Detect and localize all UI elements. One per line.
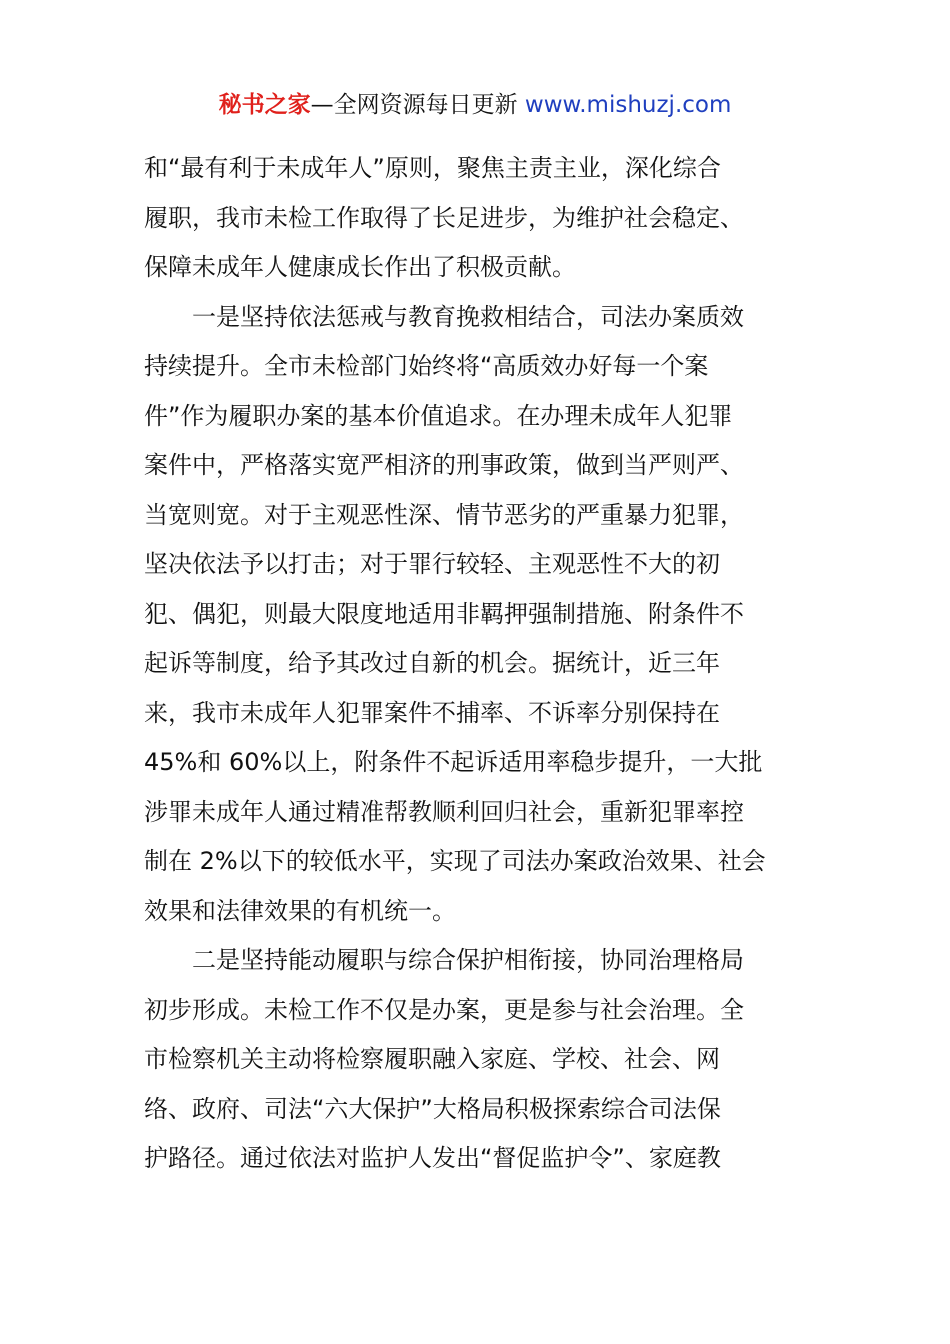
text-line: 护路径。通过依法对监护人发出“督促监护令”、家庭教: [144, 1144, 721, 1172]
text-line: 效果和法律效果的有机统一。: [144, 896, 456, 925]
text-line: 市检察机关主动将检察履职融入家庭、学校、社会、网: [144, 1045, 720, 1073]
brand-name: 秘书之家: [218, 92, 311, 118]
paragraph-first-line: 二是坚持能动履职与综合保护相衔接，协同治理格局: [192, 946, 744, 974]
text-line: 起诉等制度，给予其改过自新的机会。据统计，近三年: [144, 649, 720, 677]
text-line: 坚决依法予以打击；对于罪行较轻、主观恶性不大的初: [144, 550, 720, 578]
text-line: 初步形成。未检工作不仅是办案，更是参与社会治理。全: [144, 995, 744, 1024]
page-header: [0, 88, 950, 122]
text-line: 当宽则宽。对于主观恶性深、情节恶劣的严重暴力犯罪，: [144, 500, 744, 529]
text-line: 犯、偶犯，则最大限度地适用非羁押强制措施、附条件不: [144, 599, 744, 628]
text-line: 履职，我市未检工作取得了长足进步，为维护社会稳定、: [144, 203, 744, 232]
text-line: 持续提升。全市未检部门始终将“高质效办好每一个案: [144, 352, 709, 380]
text-line: 制在 2%以下的较低水平，实现了司法办案政治效果、社会: [144, 847, 766, 875]
text-line: 来，我市未成年人犯罪案件不捕率、不诉率分别保持在: [144, 698, 720, 727]
header-tagline: —全网资源每日更新: [310, 92, 525, 118]
text-line: 涉罪未成年人通过精准帮教顺利回归社会，重新犯罪率控: [144, 797, 744, 826]
site-url-link[interactable]: www.mishuzj.com: [524, 92, 732, 118]
document-body: [144, 144, 810, 1184]
paragraph-first-line: 一是坚持依法惩戒与教育挽救相结合，司法办案质效: [192, 302, 744, 331]
text-line: 络、政府、司法“六大保护”大格局积极探索综合司法保: [144, 1094, 721, 1123]
text-line: 和“最有利于未成年人”原则，聚焦主责主业，深化综合: [144, 154, 721, 182]
text-line: 案件中，严格落实宽严相济的刑事政策，做到当严则严、: [144, 451, 744, 479]
text-line: 保障未成年人健康成长作出了积极贡献。: [144, 253, 576, 281]
text-line: 件”作为履职办案的基本价值追求。在办理未成年人犯罪: [144, 401, 733, 430]
text-line: 45%和 60%以上，附条件不起诉适用率稳步提升，一大批: [144, 748, 763, 776]
